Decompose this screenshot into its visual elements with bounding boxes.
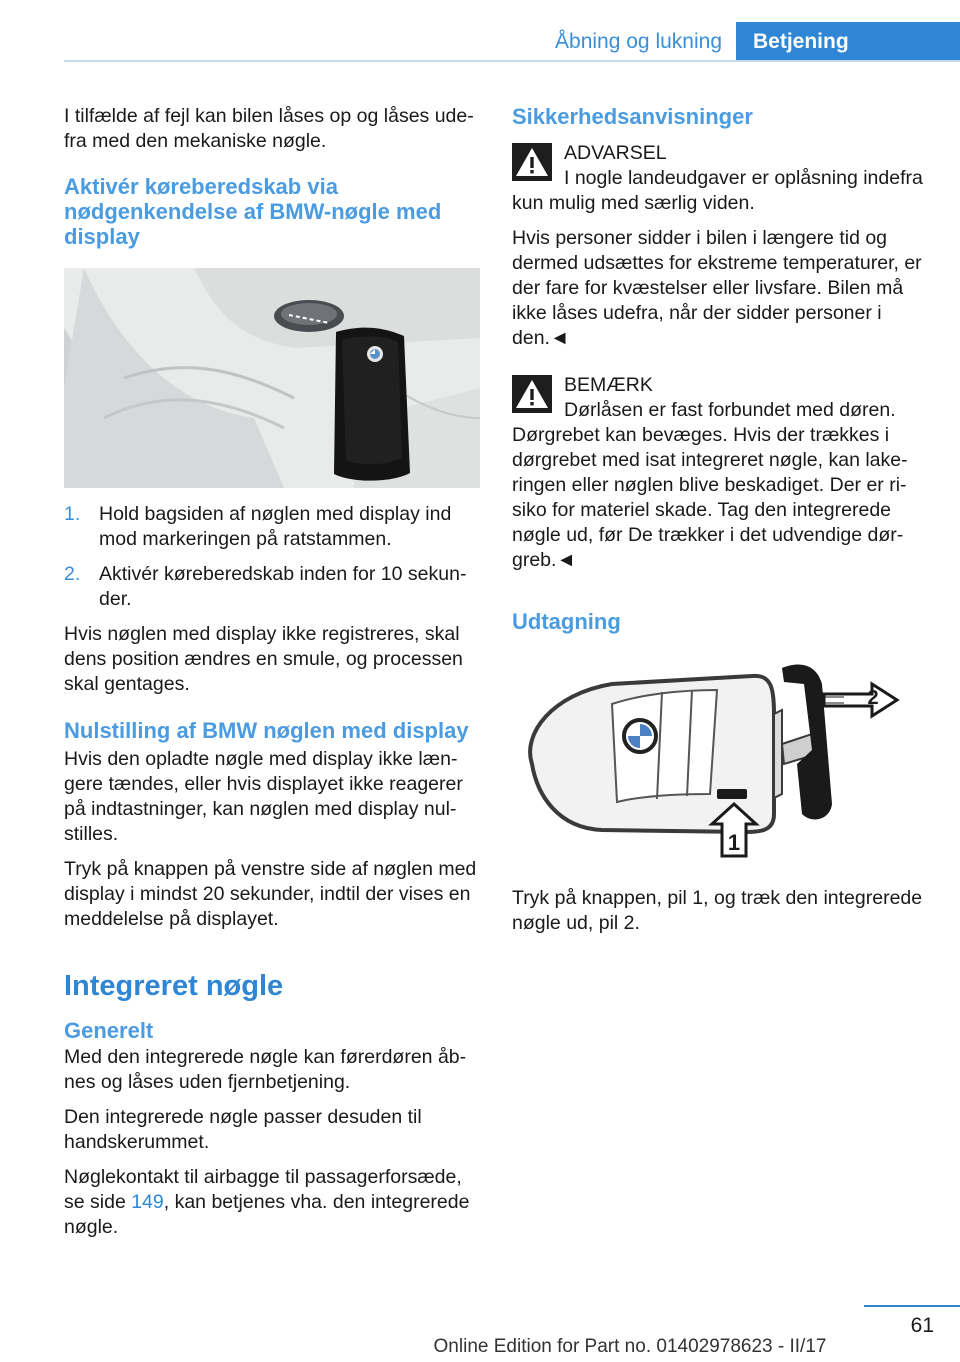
- header-chapter-tab: Betjening: [736, 22, 960, 62]
- removal-paragraph: Tryk på knappen, pil 1, og træk den integrerede nøgle ud, pil 2.: [512, 887, 923, 934]
- arrow-1-label: 1: [727, 830, 741, 855]
- general-paragraph-1: Med den integrerede nøgle kan førerdøren åbnes og låses uden fjernbetjening.: [64, 1046, 467, 1093]
- heading-safety: Sikkerhedsanvisninger: [512, 104, 753, 129]
- key-removal-image: [512, 654, 930, 864]
- heading-reset: Nulstilling af BMW nøglen med display: [64, 718, 469, 743]
- reset-paragraph-2: Tryk på knappen på venstre side af nøglen med display i mindst 20 sekunder, indtil der vises en meddelelse på displayet.: [64, 858, 477, 930]
- step-2: [64, 562, 480, 612]
- general-paragraph-2: Den integrerede nøgle passer desuden til handskerummet.: [64, 1106, 422, 1153]
- step-number: 1.: [64, 503, 81, 525]
- page-number: 61: [910, 1314, 934, 1337]
- page-reference-link[interactable]: 149: [131, 1191, 164, 1213]
- header-rule: [64, 60, 960, 62]
- edition-line: Online Edition for Part no. 01402978623 - II/17: [433, 1336, 827, 1357]
- heading-general: Generelt: [64, 1018, 154, 1043]
- header-section-title: Åbning og lukning: [555, 30, 722, 53]
- general-p3-end: , kan betjenes vha. den integrerede nøgle.: [64, 1191, 470, 1238]
- general-paragraph-3: [64, 1165, 480, 1240]
- warning-text-content: I nogle landeudgaver er oplåsning indefra kun mulig med særlig viden.: [512, 167, 923, 214]
- step-text: Hold bagsiden af nøglen med display ind mod markeringen på ratstammen.: [99, 503, 452, 550]
- intro-paragraph: I tilfælde af fejl kan bilen låses op og låses udefra med den mekaniske nøgle.: [64, 105, 474, 152]
- arrow-2-label: 2: [867, 687, 879, 709]
- heading-removal: Udtagning: [512, 609, 621, 634]
- key-fob-illustration: [512, 654, 930, 864]
- heading-activate: Aktivér køreberedskab via nødgenkendelse af BMW-nøgle med display: [64, 174, 442, 249]
- footer-rule: [864, 1305, 960, 1307]
- right-column: [512, 104, 930, 946]
- general-p3-start: Nøglekontakt til airbagge til passagerforsæde, se side: [64, 1166, 462, 1213]
- step-text: Aktivér køreberedskab inden for 10 sekunder.: [99, 563, 467, 610]
- warning-advarsel: [512, 141, 930, 216]
- notice-label: BEMÆRK: [564, 374, 653, 396]
- left-column: [64, 104, 480, 1250]
- step-1: [64, 502, 480, 552]
- steering-column-key-image: [64, 268, 480, 488]
- warning-label: ADVARSEL: [564, 142, 667, 164]
- heading-integrated-key: Integreret nøgle: [64, 970, 284, 1002]
- warning-triangle-icon: [512, 143, 552, 181]
- warning-paragraph: Hvis personer sidder i bilen i længere tid og dermed udsættes for ekstreme temperaturer, er der fare for kvæstelser eller livsfare. Bilen må ikke låses udefra, når der sidder personer i den.◄: [512, 227, 922, 349]
- car-interior-illustration: [64, 268, 480, 488]
- warning-text: [512, 166, 930, 216]
- after-steps-paragraph: Hvis nøglen med display ikke registreres, skal dens position ændres en smule, og processen skal gentages.: [64, 623, 463, 695]
- notice-triangle-icon: [512, 375, 552, 413]
- notice-text: [512, 398, 930, 573]
- notice-bemaerk: [512, 373, 930, 573]
- reset-paragraph-1: Hvis den opladte nøgle med display ikke længere tændes, eller hvis displayet ikke reagerer på indtastninger, kan nøglen med display nulstilles.: [64, 748, 463, 845]
- notice-text-content: Dørlåsen er fast forbundet med døren. Dørgrebet kan bevæges. Hvis der trækkes i dørgrebet med isat integreret nøgle, kan lakeringen eller nøglen blive beskadiget. Der er risiko for materiel skade. Tag den integrerede nøgle ud, før De trækker i det udvendige dørgreb.◄: [512, 399, 908, 571]
- step-number: 2.: [64, 563, 81, 585]
